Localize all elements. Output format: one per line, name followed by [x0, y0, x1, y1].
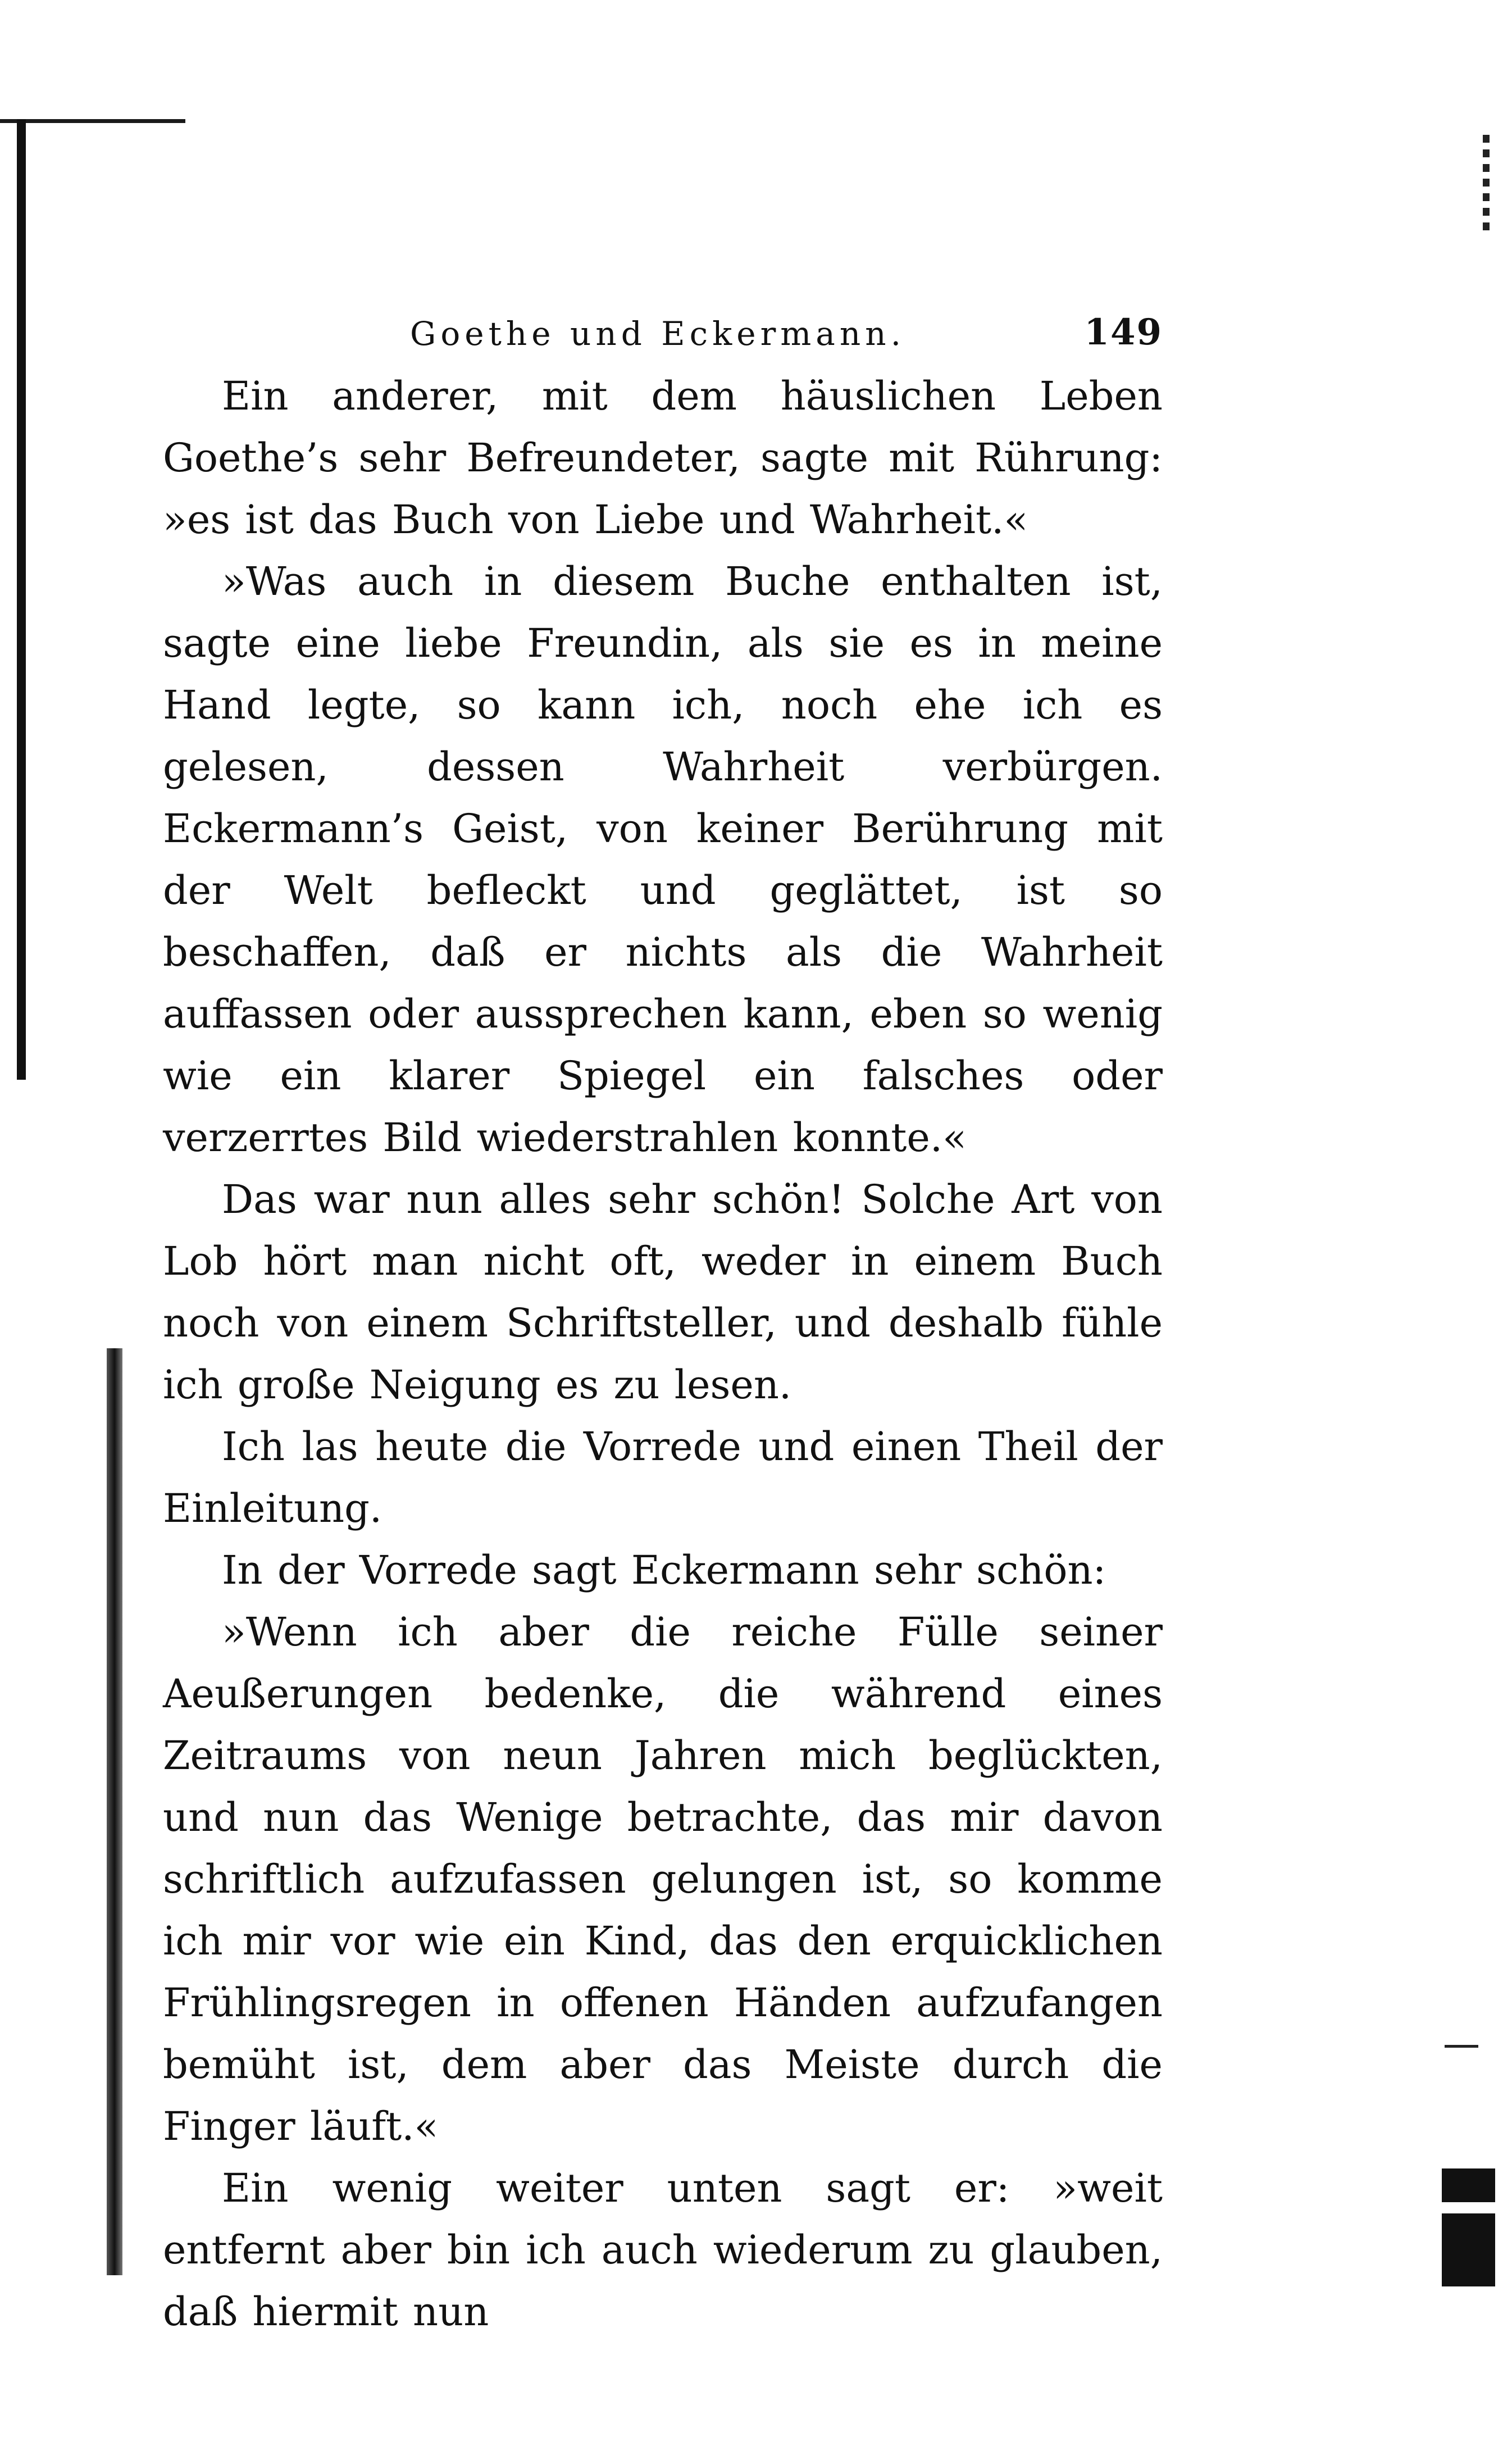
paragraph: Ein anderer, mit dem häuslichen Leben Goethe’s sehr Befreundeter, sagte mit Rührung: »es ist das Buch von Liebe und Wahrheit.«	[163, 373, 1163, 543]
scan-mark-right	[1445, 2045, 1478, 2048]
scan-block-right	[1442, 2168, 1495, 2286]
body-text	[163, 365, 1163, 2343]
paragraph: Ein wenig weiter unten sagt er: »weit entfernt aber bin ich auch wiederum zu glauben, daß hiermit nun	[163, 2165, 1163, 2335]
book-page	[163, 303, 1163, 2343]
scan-edge-left-lower	[107, 1348, 122, 2275]
page-header	[163, 303, 1163, 365]
paragraph: Das war nun alles sehr schön! Solche Art von Lob hört man nicht oft, weder in einem Buch noch von einem Schriftsteller, und deshalb fühle ich große Neigung es zu lesen.	[163, 1176, 1163, 1408]
scan-edge-left	[17, 119, 26, 1080]
scan-edge-top	[0, 119, 185, 123]
scan-noise-right	[1483, 135, 1490, 230]
running-title: Goethe und Eckermann.	[410, 315, 906, 353]
paragraph: In der Vorrede sagt Eckermann sehr schön:	[222, 1547, 1106, 1593]
page-number: 149	[1084, 311, 1163, 353]
paragraph: »Wenn ich aber die reiche Fülle seiner Aeußerungen bedenke, die während eines Zeitraums von neun Jahren mich beglückten, und nun das Wenige betrachte, das mir davon schriftlich aufzufassen gelungen ist, so komme ich mir vor wie ein Kind, das den erquicklichen Frühlingsregen in offenen Händen aufzufangen bemüht ist, dem aber das Meiste durch die Finger läuft.«	[163, 1609, 1163, 2149]
paragraph: Ich las heute die Vorrede und einen Theil der Einleitung.	[163, 1424, 1163, 1531]
paragraph: »Was auch in diesem Buche enthalten ist, sagte eine liebe Freundin, als sie es in meine Hand legte, so kann ich, noch ehe ich es gelesen, dessen Wahrheit verbürgen. Eckermann’s Geist, von keiner Berührung mit der Welt befleckt und geglättet, ist so beschaffen, daß er nichts als die Wahrheit auffassen oder aussprechen kann, eben so wenig wie ein klarer Spiegel ein falsches oder verzerrtes Bild wiederstrahlen konnte.«	[163, 558, 1163, 1161]
